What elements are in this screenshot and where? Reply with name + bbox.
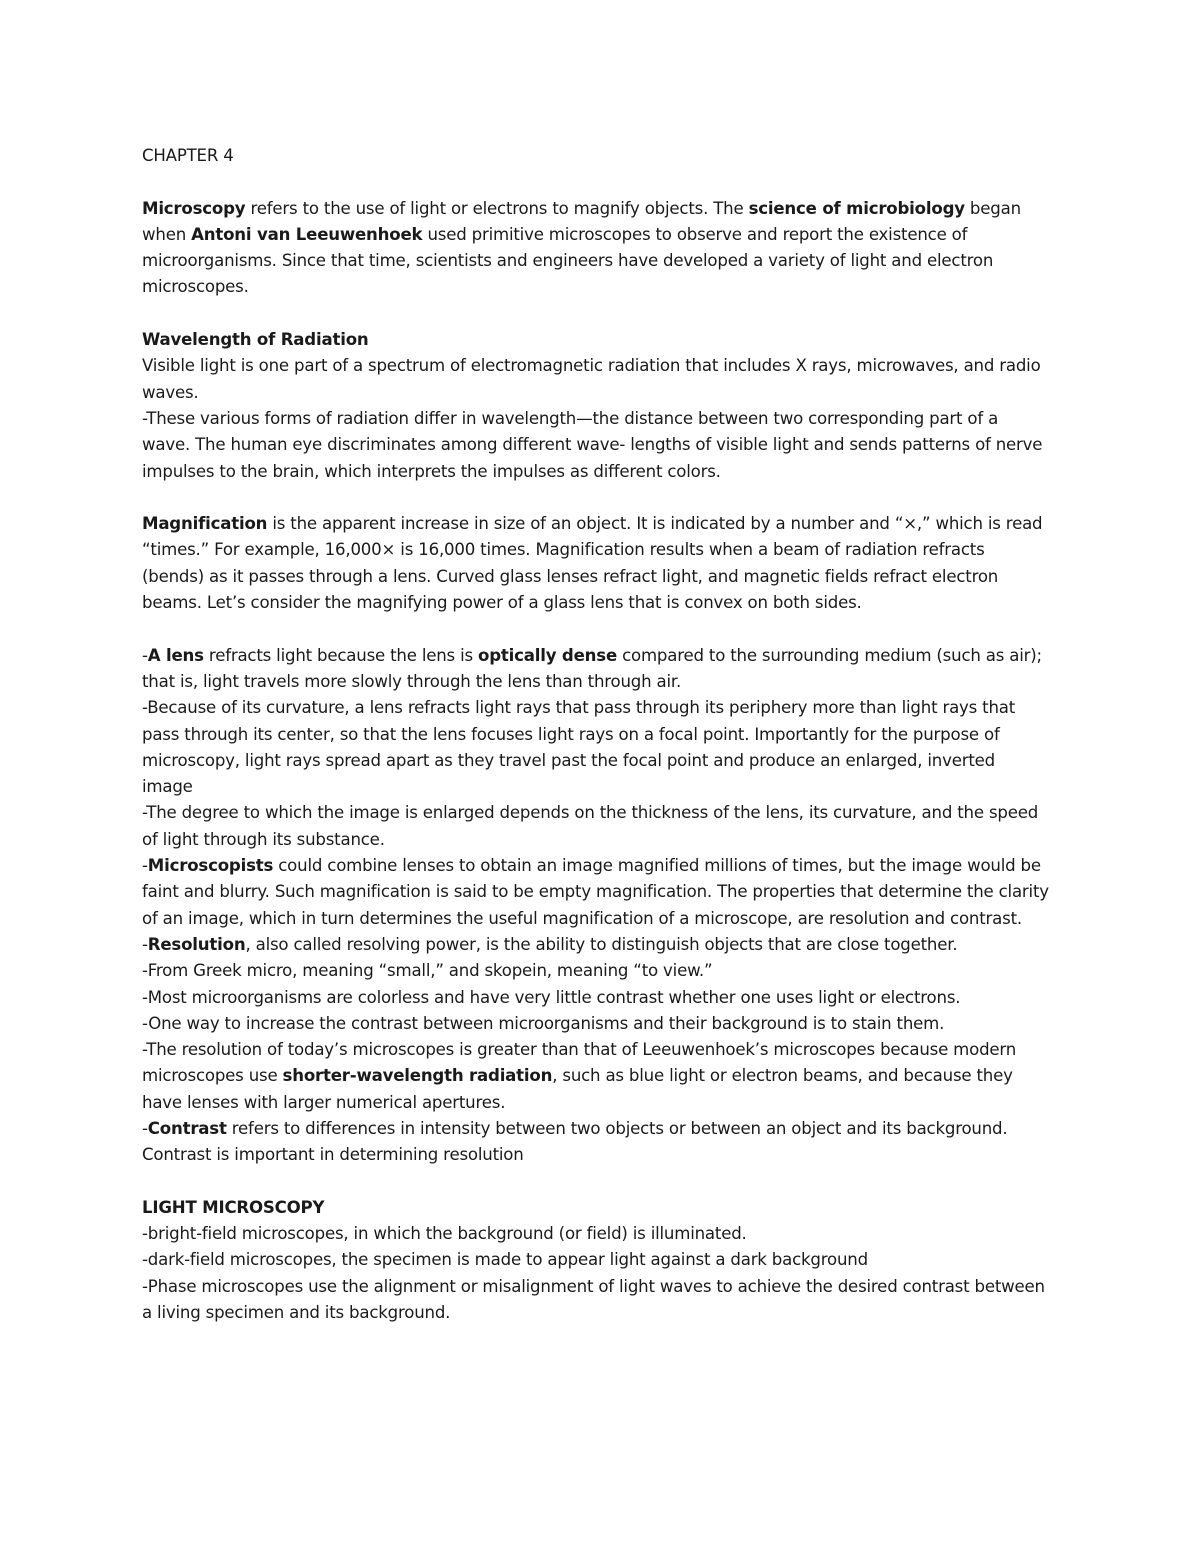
light-microscopy-item-2: -dark-field microscopes, the specimen is made to appear light against a dark background (142, 1250, 868, 1270)
light-microscopy-heading: LIGHT MICROSCOPY (142, 1197, 325, 1217)
lens-item-3: -The degree to which the image is enlarged depends on the thickness of the lens, its curvature, and the speed of light through its substance. (142, 803, 1039, 849)
lens-item-4: -Microscopists could combine lenses to obtain an image magnified millions of times, but the image would be faint and blurry. Such magnification is said to be empty magnification. The properties that determine the clarity of an image, which in turn determines the useful magnification of a microscope, are resolution and contrast. (142, 856, 1049, 928)
lens-item-8: -One way to increase the contrast between microorganisms and their background is to stain them. (142, 1013, 945, 1033)
term-microscopy: Microscopy (142, 198, 246, 218)
term-leeuwenhoek: Antoni van Leeuwenhoek (191, 224, 423, 244)
spacer (142, 301, 1050, 327)
light-microscopy-item-1: -bright-field microscopes, in which the background (or field) is illuminated. (142, 1224, 747, 1244)
wavelength-paragraph-1: Visible light is one part of a spectrum of electromagnetic radiation that includes X rays, microwaves, and radio waves. (142, 356, 1041, 402)
spacer (142, 485, 1050, 511)
term-science-of-microbiology: science of microbiology (748, 198, 965, 218)
lens-item-9: -The resolution of today’s microscopes is greater than that of Leeuwenhoek’s microscopes because modern microscopes use shorter-wavelength radiation, such as blue light or electron beams, and because they have lenses with larger numerical apertures. (142, 1040, 1017, 1112)
lens-item-6: -From Greek micro, meaning “small,” and skopein, meaning “to view.” (142, 961, 713, 981)
lens-item-5: -Resolution, also called resolving power, is the ability to distinguish objects that are close together. (142, 934, 958, 954)
wavelength-heading: Wavelength of Radiation (142, 330, 369, 350)
spacer (142, 1169, 1050, 1195)
intro-paragraph: Microscopy refers to the use of light or electrons to magnify objects. The science of microbiology began when Antoni van Leeuwenhoek used primitive microscopes to observe and report the existence of microorganisms. Since that time, scientists and engineers have developed a variety of light and electron microscopes. (142, 198, 1021, 297)
wavelength-paragraph-2: -These various forms of radiation differ in wavelength—the distance between two corresponding part of a wave. The human eye discriminates among different wave- lengths of visible light and sends patterns of nerve impulses to the brain, which interprets the impulses as different colors. (142, 408, 1043, 481)
lens-item-1: -A lens refracts light because the lens is optically dense compared to the surrounding medium (such as air); that is, light travels more slowly through the lens than through air. (142, 645, 1042, 691)
spacer (142, 169, 1050, 195)
light-microscopy-item-3: -Phase microscopes use the alignment or misalignment of light waves to achieve the desired contrast between a living specimen and its background. (142, 1276, 1045, 1323)
magnification-paragraph: Magnification is the apparent increase in size of an object. It is indicated by a number and “×,” which is read “times.” For example, 16,000× is 16,000 times. Magnification results when a beam of radiation refracts (bends) as it passes through a lens. Curved glass lenses refract light, and magnetic fields refract electron beams. Let’s consider the magnifying power of a glass lens that is convex on both sides. (142, 514, 1043, 613)
spacer (142, 616, 1050, 642)
lens-item-7: -Most microorganisms are colorless and have very little contrast whether one uses light or electrons. (142, 987, 961, 1007)
chapter-title: CHAPTER 4 (142, 146, 234, 165)
term-magnification: Magnification (142, 514, 268, 534)
lens-item-10: -Contrast refers to differences in intensity between two objects or between an object and its background. Contrast is important in determining resolution (142, 1118, 1008, 1165)
lens-item-2: -Because of its curvature, a lens refracts light rays that pass through its periphery more than light rays that pass through its center, so that the lens focuses light rays on a focal point. Importantly for the purpose of microscopy, light rays spread apart as they travel past the focal point and produce an enlarged, inverted image (142, 698, 1016, 797)
